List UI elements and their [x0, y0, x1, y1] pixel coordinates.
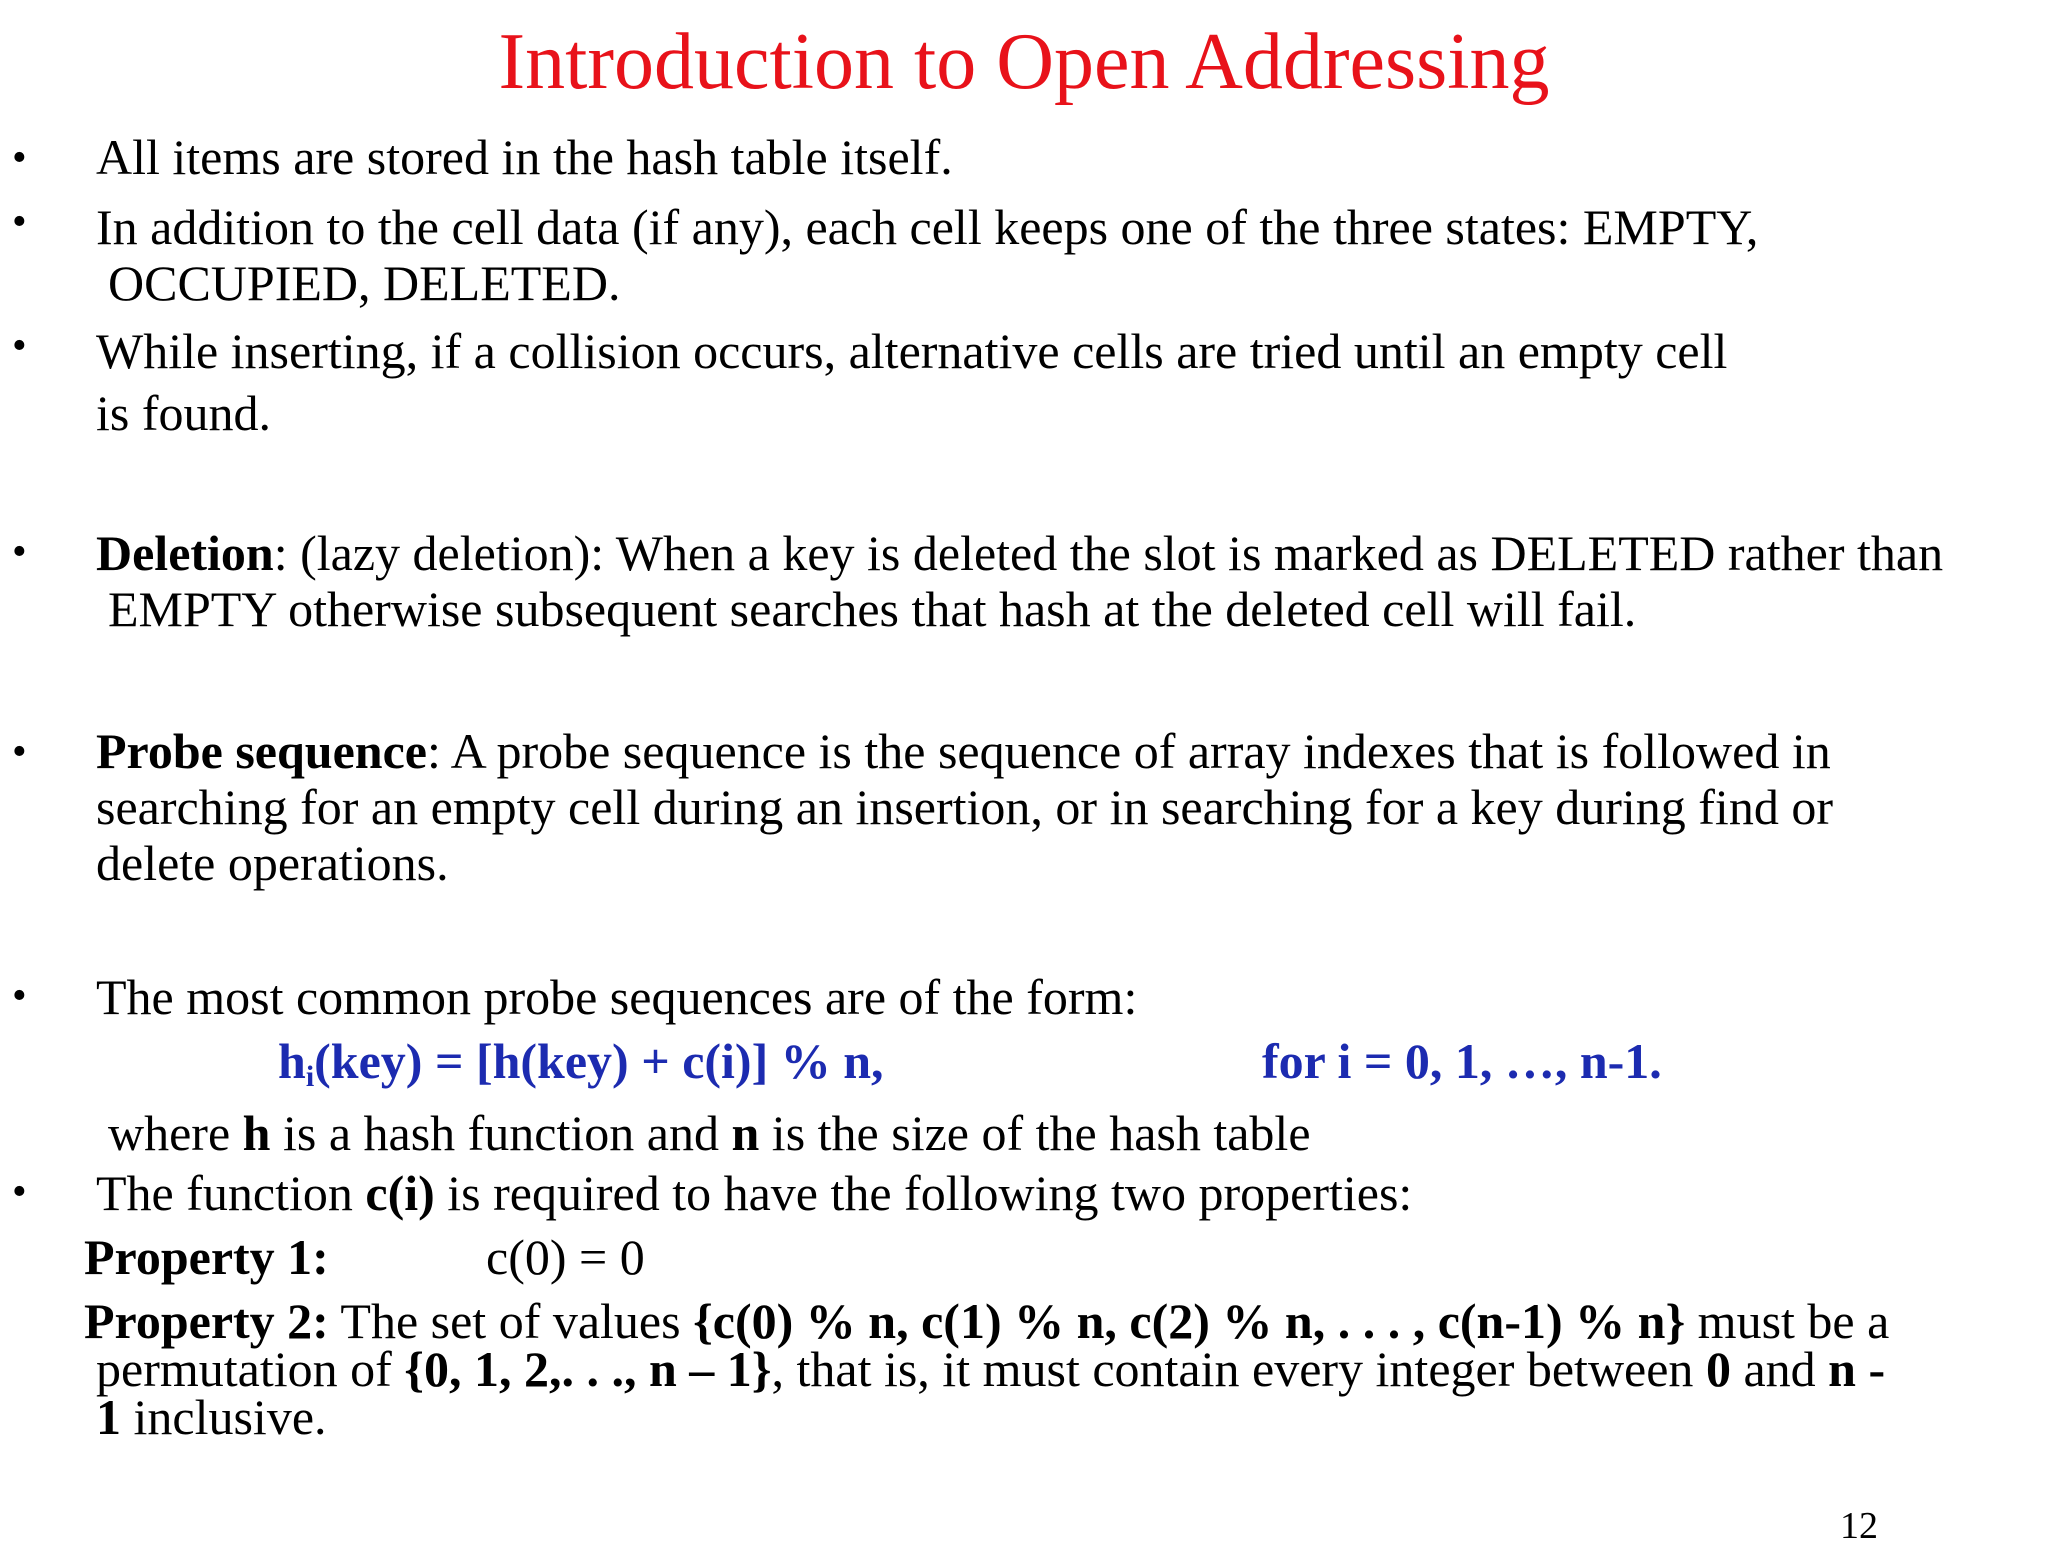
bullet-dot-7: •: [12, 1169, 27, 1215]
property-1-label: Property 1:: [84, 1229, 329, 1285]
bullet-text-5-line-1: Probe sequence: A probe sequence is the sequence of array indexes that is followed in: [96, 723, 1831, 779]
deletion-term: Deletion: [96, 525, 274, 581]
probe-formula: $h_i(key) = [h(key) + c(i)]$ % n,: [278, 1033, 884, 1093]
bullet-text-5-line-2: searching for an empty cell during an insertion, or in searching for a key during find or: [96, 779, 1833, 835]
bullet-text-7: The function c(i) is required to have the following two properties:: [96, 1165, 1413, 1221]
probe-formula-range: for i = 0, 1, …, n-1.: [1262, 1033, 1662, 1089]
property-2-line-2: permutation of {0, 1, 2,. . ., n – 1}, that is, it must contain every integer between 0 and n -: [96, 1341, 1886, 1397]
bullet-text-5-line-3: delete operations.: [96, 835, 449, 891]
bullet-text-3-line-1: While inserting, if a collision occurs, alternative cells are tried until an empty cell: [96, 323, 1728, 379]
bullet-text-1: All items are stored in the hash table itself.: [96, 129, 953, 185]
formula-subscript: i: [305, 1060, 315, 1093]
bullet-dot-3: •: [12, 323, 27, 369]
property-2-line-3: 1 inclusive.: [96, 1389, 327, 1445]
bullet-text-4-line-1: Deletion: (lazy deletion): When a key is deleted the slot is marked as DELETED rather than: [96, 525, 1944, 581]
formula-explanation: where h is a hash function and n is the size of the hash table: [108, 1105, 1311, 1161]
bullet-dot-5: •: [12, 729, 27, 775]
bullet-dot-4: •: [12, 529, 27, 575]
property-1-value: c(0) = 0: [486, 1229, 645, 1285]
slide-title: Introduction to Open Addressing: [498, 18, 1550, 106]
probe-sequence-term: Probe sequence: [96, 723, 427, 779]
bullet-text-4-line-2: EMPTY otherwise subsequent searches that hash at the deleted cell will fail.: [108, 581, 1637, 637]
bullet-dot-2: •: [12, 199, 27, 245]
bullet-text-6-line-1: The most common probe sequences are of the form:: [96, 969, 1138, 1025]
property-2-line-1: Property 2: The set of values {c(0) % n, c(1) % n, c(2) % n, . . . , c(n-1) % n} must be a: [84, 1293, 1890, 1349]
bullet-text-2-line-2: OCCUPIED, DELETED.: [108, 255, 621, 311]
page-number: 12: [1840, 1505, 1878, 1547]
bullet-dot-1: •: [12, 135, 27, 181]
bullet-text-3-line-2: is found.: [96, 385, 271, 441]
bullet-text-2-line-1: In addition to the cell data (if any), each cell keeps one of the three states: EMPTY,: [96, 199, 1759, 255]
bullet-dot-6: •: [12, 973, 27, 1019]
